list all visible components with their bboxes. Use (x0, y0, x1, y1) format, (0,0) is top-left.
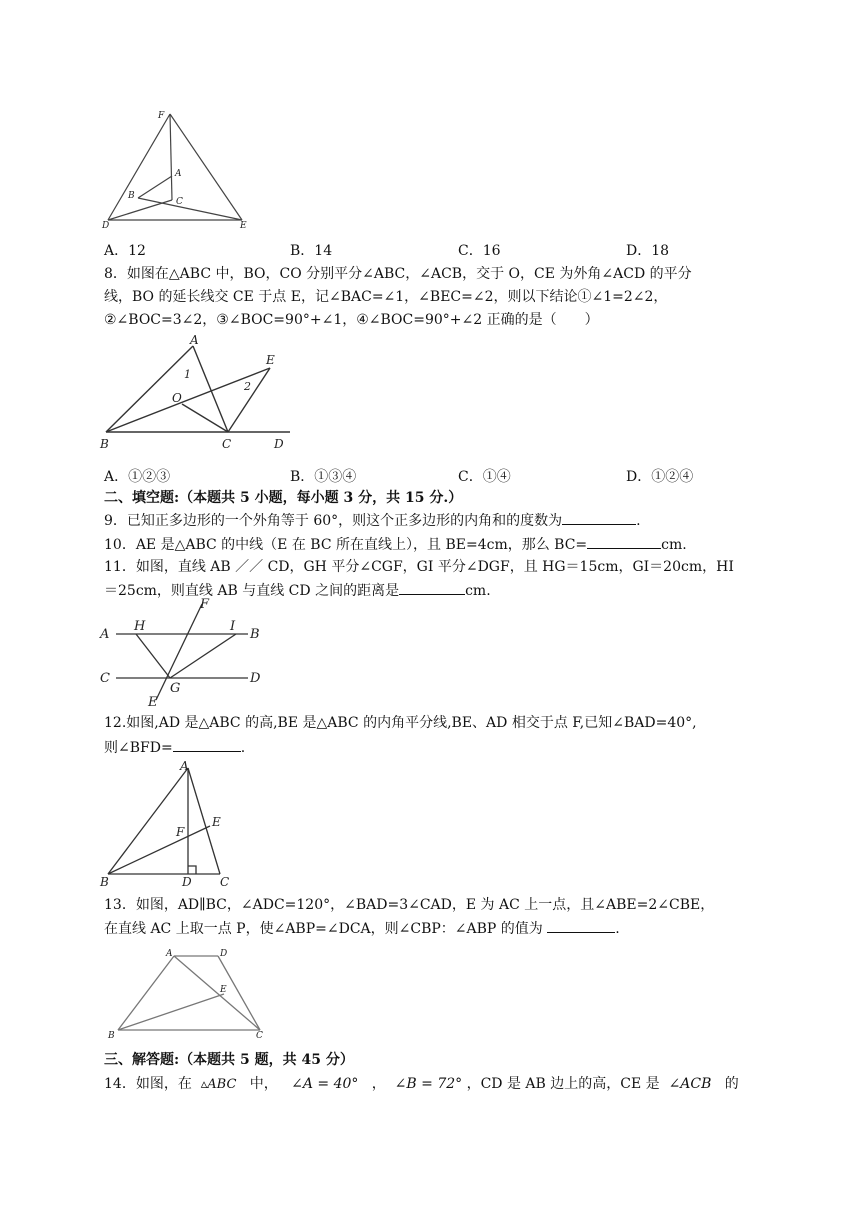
q13-text: 在直线 AC 上取一点 P，使∠ABP=∠DCA，则∠CBP：∠ABP 的值为 (104, 921, 543, 937)
section3-title: 三、解答题:（本题共 5 题，共 45 分） (104, 1052, 354, 1068)
q14-angle-b: ∠B = 72° (394, 1076, 463, 1092)
q12-text: 则∠BFD= (104, 740, 173, 756)
fig2-label-2: 2 (244, 380, 251, 393)
q11-answer-blank[interactable] (399, 580, 465, 595)
fig1-label-E: E (240, 221, 247, 231)
section2-title: 二、填空题:（本题共 5 小题，每小题 3 分，共 15 分.） (104, 490, 463, 506)
fig3-label-H: H (134, 619, 146, 634)
fig2-label-C: C (222, 437, 232, 451)
fig3-label-I: I (230, 619, 236, 634)
fig4-label-A: A (180, 759, 189, 773)
q11-end: cm. (465, 583, 491, 599)
q9-answer-blank[interactable] (562, 510, 636, 525)
fig2-label-A: A (190, 333, 199, 347)
q13-end: . (615, 921, 620, 937)
fig4-label-D: D (182, 875, 192, 889)
q14-tail: 的 (724, 1076, 739, 1092)
fig1-label-D: D (102, 221, 110, 231)
q8-option-d: D．①②④ (626, 469, 694, 485)
q8-option-b: B．①③④ (290, 469, 357, 485)
q14-sep: ， (371, 1076, 386, 1092)
figure-q8 (98, 334, 298, 456)
q9-end: . (636, 513, 641, 529)
fig2-label-E: E (266, 353, 275, 367)
q14-rest: ，CD 是 AB 边上的高，CE 是 (466, 1076, 660, 1092)
q11-text: ＝25cm，则直线 AB 与直线 CD 之间的距离是 (104, 583, 400, 599)
q13-answer-blank[interactable] (547, 918, 615, 933)
fig3-label-B: B (250, 627, 260, 642)
q14-angle-a: ∠A = 40° (291, 1076, 359, 1092)
fig5-label-A: A (166, 949, 173, 959)
fig2-label-O: O (172, 391, 182, 405)
fig3-label-A: A (100, 627, 110, 642)
q10 (104, 534, 687, 555)
fig2-label-D: D (274, 437, 284, 451)
fig3-label-D: D (250, 671, 261, 686)
fig5-label-B: B (108, 1031, 115, 1041)
fig4-label-C: C (220, 875, 230, 889)
fig4-label-B: B (100, 875, 109, 889)
q8-option-a: A．①②③ (104, 469, 171, 485)
q12-answer-blank[interactable] (173, 737, 241, 752)
q8-line2: 线，BO 的延长线交 CE 于点 E，记∠BAC=∠1，∠BEC=∠2，则以下结论①∠1=2∠2， (104, 289, 668, 305)
q8-option-c: C．①④ (458, 469, 511, 485)
fig3-label-C: C (100, 671, 110, 686)
q14-mid: 中， (249, 1076, 278, 1092)
fig4-label-E: E (212, 815, 221, 829)
fig3-label-G: G (170, 681, 181, 696)
fig3-label-F: F (200, 597, 210, 612)
q9-text: 9．已知正多边形的一个外角等于 60°，则这个正多边形的内角和的度数为 (104, 513, 563, 529)
q8-line3: ②∠BOC=3∠2，③∠BOC=90°+∠1，④∠BOC=90°+∠2 正确的是（ ） (104, 312, 599, 328)
q14-triangle: ▵ABC (200, 1077, 237, 1092)
q13-line1: 13．如图，AD∥BC，∠ADC=120°，∠BAD=3∠CAD，E 为 AC 上一点，且∠ABE=2∠CBE， (104, 897, 715, 913)
fig5-label-C: C (256, 1031, 263, 1041)
fig2-label-1: 1 (184, 368, 191, 381)
q12-line1: 12.如图,AD 是△ABC 的高,BE 是△ABC 的内角平分线,BE、AD 相交于点 F,已知∠BAD=40°, (104, 715, 697, 731)
figure-q11 (98, 596, 268, 712)
fig4-label-F: F (176, 825, 185, 839)
q12-line2 (104, 737, 245, 758)
q13-line2 (104, 918, 620, 939)
figure-q7-triangle (100, 108, 260, 232)
fig3-label-E: E (148, 695, 158, 710)
figure-q13 (100, 944, 270, 1044)
q14-line1 (104, 1074, 739, 1095)
q9 (104, 510, 641, 531)
fig1-label-C: C (176, 197, 183, 207)
q7-option-a: A．12 (104, 243, 146, 259)
q10-end: cm. (661, 537, 687, 553)
q14-prefix: 14．如图，在 (104, 1076, 192, 1092)
fig5-label-D: D (220, 949, 228, 959)
q11-line1: 11．如图，直线 AB ／／ CD，GH 平分∠CGF，GI 平分∠DGF，且 HG＝15cm，GI＝20cm，HI (104, 559, 734, 575)
q12-end: . (240, 740, 246, 756)
q10-text: 10．AE 是△ABC 的中线（E 在 BC 所在直线上），且 BE=4cm，那么 BC= (104, 537, 588, 553)
fig2-label-B: B (100, 437, 109, 451)
figure-q12 (98, 760, 238, 890)
q7-option-b: B．14 (290, 243, 333, 259)
fig1-label-A: A (175, 169, 182, 179)
fig1-label-F: F (158, 111, 165, 121)
q7-option-c: C．16 (458, 243, 501, 259)
q10-answer-blank[interactable] (587, 534, 661, 549)
q14-angle-acb: ∠ACB (668, 1076, 712, 1092)
fig5-label-E: E (220, 985, 227, 995)
fig1-label-B: B (128, 191, 135, 201)
q7-option-d: D．18 (626, 243, 670, 259)
q8-line1: 8．如图在△ABC 中，BO，CO 分别平分∠ABC，∠ACB，交于 O，CE 为外角∠ACD 的平分 (104, 266, 692, 282)
